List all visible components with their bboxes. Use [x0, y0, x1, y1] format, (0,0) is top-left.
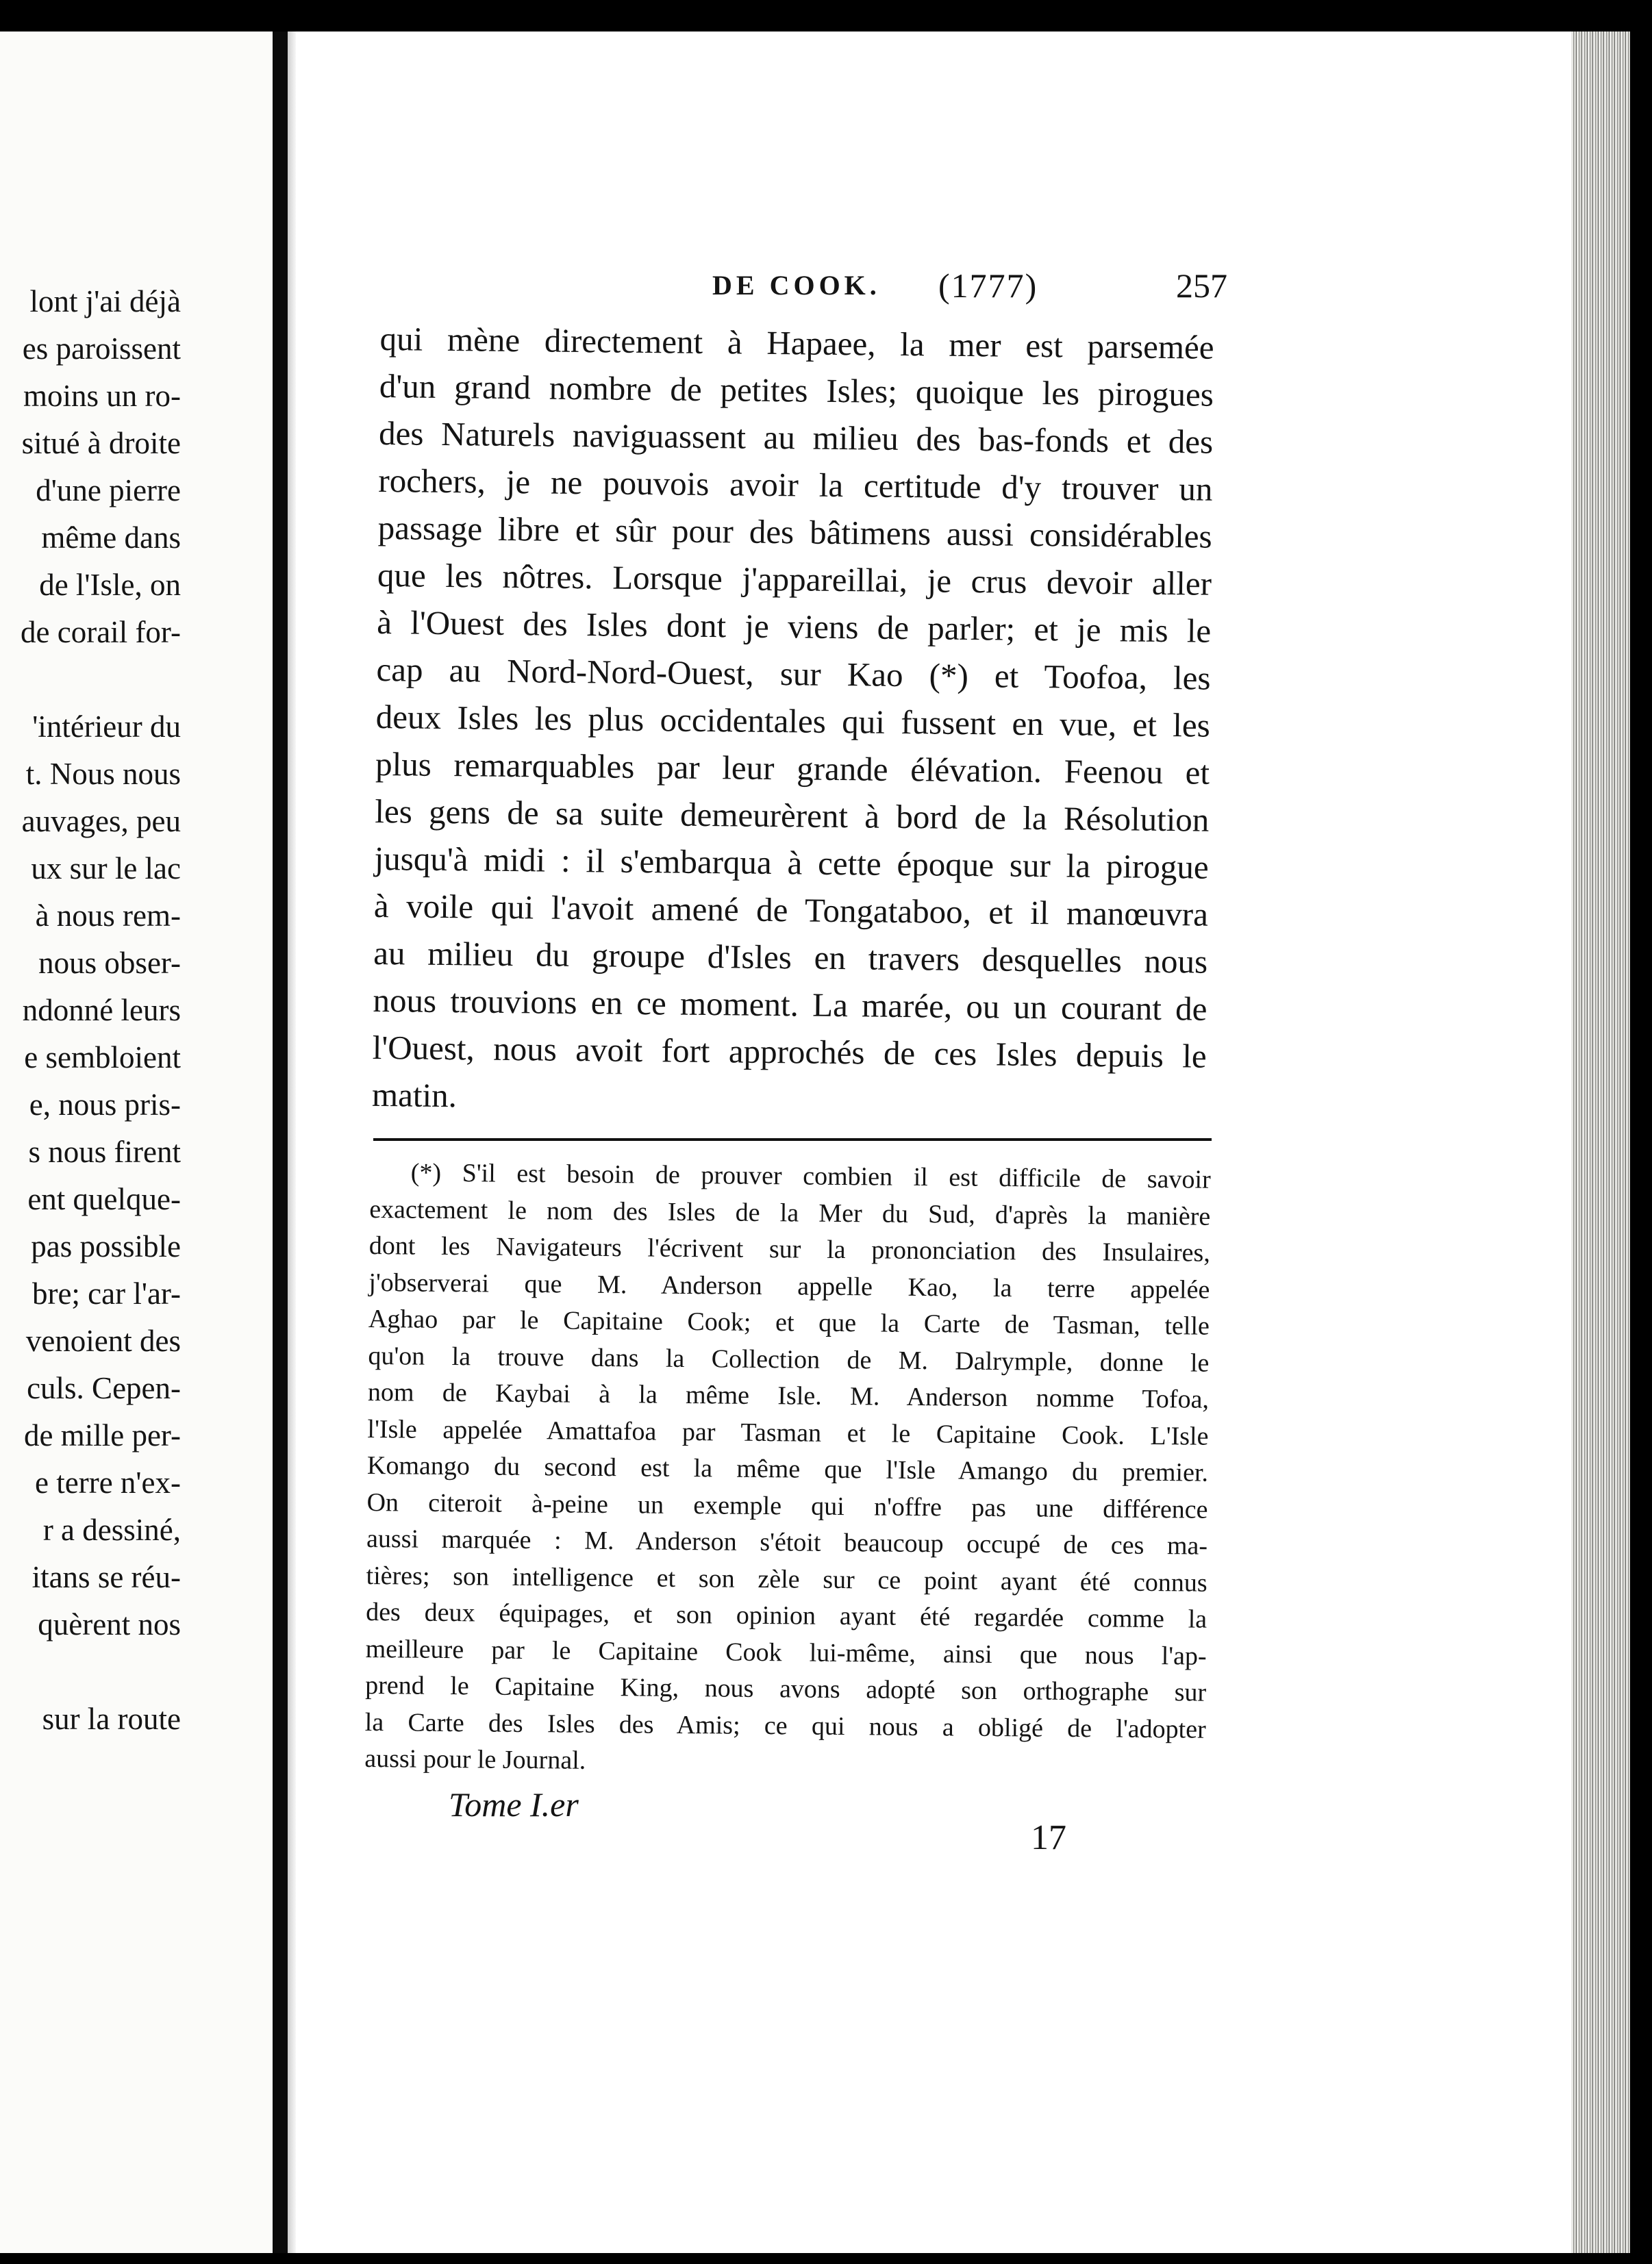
footnote-line: On citeroit à-peine un exemple qui n'offre pas une différence — [366, 1487, 1208, 1524]
facing-page — [0, 32, 273, 2253]
facing-page-line: e, nous pris- — [29, 1087, 181, 1122]
footnote-line: qu'on la trouve dans la Collection de M. Dalrymple, donne le — [368, 1341, 1210, 1378]
paragraph-gap — [21, 1648, 181, 1696]
facing-page-line: à nous rem- — [35, 898, 181, 933]
facing-page-line: e terre n'ex- — [35, 1466, 181, 1500]
facing-page-line: ux sur le lac — [31, 851, 181, 885]
body-line: d'un grand nombre de petites Isles; quoique les pirogues — [379, 366, 1214, 414]
footnote-line: Aghao par le Capitaine Cook; et que la Carte de Tasman, telle — [368, 1304, 1210, 1341]
body-line: nous trouvions en ce moment. La marée, ou un courant de — [373, 981, 1207, 1028]
facing-page-line: ndonné leurs — [22, 993, 181, 1027]
body-line: au milieu du groupe d'Isles en travers desquelles nous — [373, 933, 1208, 981]
facing-page-text — [21, 278, 181, 1743]
scan-border-right — [1630, 0, 1652, 2264]
body-line: passage libre et sûr pour des bâtimens aussi considérables — [377, 508, 1212, 555]
footnote-line: aussi marquée : M. Anderson s'étoit beaucoup occupé de ces ma- — [366, 1524, 1208, 1561]
footnote-line: meilleure par le Capitaine Cook lui-même, ainsi que nous l'ap- — [365, 1634, 1207, 1671]
footnote-line: la Carte des Isles des Amis; ce qui nous a obligé de l'adopter — [364, 1707, 1206, 1744]
signature-mark: 17 — [1031, 1818, 1066, 1857]
footnote-line: tières; son intelligence et son zèle sur ce point ayant été connus — [366, 1561, 1207, 1598]
facing-page-line: venoient des — [25, 1324, 181, 1358]
running-head-year: (1777) — [938, 266, 1038, 305]
footnote-line: dont les Navigateurs l'écrivent sur la prononciation des Insulaires, — [368, 1231, 1210, 1268]
facing-page-line: sur la route — [42, 1702, 181, 1736]
body-line: matin. — [371, 1075, 458, 1115]
facing-page-line: e sembloient — [24, 1040, 181, 1074]
footnote-line: prend le Capitaine King, nous avons adopté son orthographe sur — [365, 1670, 1207, 1707]
facing-page-line: s nous firent — [28, 1135, 181, 1169]
facing-page-line: quèrent nos — [38, 1607, 181, 1642]
running-head — [712, 262, 1227, 310]
footnote-line: des deux équipages, et son opinion ayant été regardée comme la — [365, 1597, 1207, 1634]
book-spine — [273, 32, 288, 2253]
facing-page-line: même dans — [41, 520, 181, 555]
running-head-title: DE COOK. — [712, 270, 881, 301]
facing-page-line: lont j'ai déjà — [29, 284, 181, 318]
footnote-line: aussi pour le Journal. — [364, 1744, 586, 1775]
facing-page-line: 'intérieur du — [32, 709, 181, 744]
volume-label: Tome I.er — [449, 1785, 579, 1824]
body-line: à l'Ouest des Isles dont je viens de parler; et je mis le — [377, 603, 1212, 650]
body-text — [372, 315, 1214, 1127]
footnote-line: l'Isle appelée Amattafoa par Tasman et le Capitaine Cook. L'Isle — [367, 1414, 1209, 1451]
facing-page-line: de mille per- — [24, 1418, 181, 1452]
scan-border-bottom — [0, 2253, 1652, 2264]
footnote-line: (*) S'il est besoin de prouver combien il est difficile de savoir — [410, 1158, 1211, 1194]
body-line: qui mène directement à Hapaee, la mer est parsemée — [379, 319, 1214, 366]
body-line: des Naturels naviguassent au milieu des bas-fonds et des — [378, 414, 1214, 461]
scan-border-top — [0, 0, 1652, 32]
footnote-line: Komango du second est la même que l'Isle Amango du premier. — [366, 1450, 1209, 1487]
facing-page-line: situé à droite — [21, 426, 181, 460]
facing-page-line: auvages, peu — [21, 804, 181, 838]
footnote-line: exactement le nom des Isles de la Mer du Sud, d'après la manière — [369, 1194, 1211, 1231]
facing-page-line: r a dessiné, — [42, 1513, 181, 1547]
paragraph-gap — [21, 656, 181, 703]
footnote-line: nom de Kaybai à la même Isle. M. Anderson nomme Tofoa, — [367, 1377, 1210, 1414]
facing-page-line: pas possible — [31, 1229, 181, 1263]
body-line: que les nôtres. Lorsque j'appareillai, je crus devoir aller — [377, 555, 1212, 603]
page-edges — [1571, 32, 1630, 2253]
facing-page-line: de corail for- — [21, 615, 181, 649]
page-gutter — [288, 32, 296, 2253]
facing-page-line: d'une pierre — [36, 473, 181, 507]
body-line: plus remarquables par leur grande élévation. Feenou et — [375, 744, 1210, 792]
facing-page-line: culs. Cepen- — [27, 1371, 181, 1405]
body-line: l'Ouest, nous avoit fort approchés de ces Isles depuis le — [372, 1028, 1207, 1075]
facing-page-line: de l'Isle, on — [39, 568, 181, 602]
body-line: à voile qui l'avoit amené de Tongataboo, et il manœuvra — [373, 886, 1209, 933]
page-number: 257 — [1176, 266, 1227, 305]
facing-page-line: es paroissent — [22, 331, 181, 366]
footnote-rule — [373, 1138, 1212, 1141]
facing-page-line: itans se réu- — [32, 1560, 181, 1594]
facing-page-line: ent quelque- — [27, 1182, 181, 1216]
facing-page-line: nous obser- — [38, 946, 181, 980]
body-line: deux Isles les plus occidentales qui fussent en vue, et les — [375, 697, 1211, 744]
footnote-line: j'observerai que M. Anderson appelle Kao, la terre appelée — [368, 1268, 1210, 1305]
facing-page-line: moins un ro- — [23, 379, 181, 413]
footnote — [364, 1155, 1211, 1785]
facing-page-line: bre; car l'ar- — [32, 1276, 181, 1311]
body-line: les gens de sa suite demeurèrent à bord de la Résolution — [375, 792, 1210, 839]
body-line: jusqu'à midi : il s'embarqua à cette époque sur la pirogue — [374, 839, 1209, 886]
body-line: cap au Nord-Nord-Ouest, sur Kao (*) et Toofoa, les — [376, 650, 1211, 697]
body-line: rochers, je ne pouvois avoir la certitude d'y trouver un — [378, 461, 1213, 508]
facing-page-line: t. Nous nous — [25, 757, 181, 791]
